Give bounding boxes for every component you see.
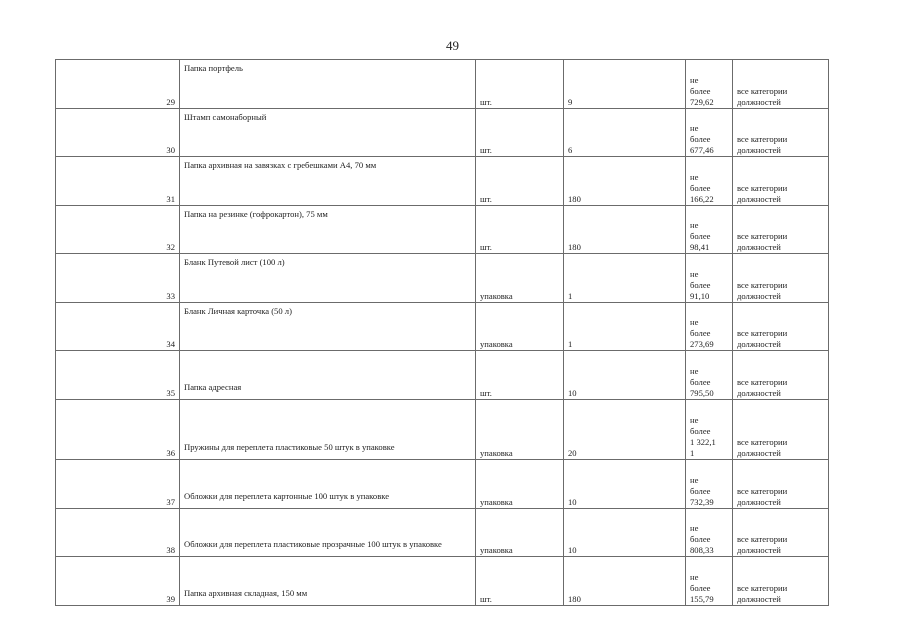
price-line: не	[690, 123, 699, 133]
row-number: 35	[56, 351, 180, 400]
item-price	[686, 109, 733, 157]
item-category: все категории должностей	[733, 509, 829, 557]
price-line: 91,10	[690, 291, 710, 301]
row-number: 30	[56, 109, 180, 157]
item-price	[686, 303, 733, 351]
price-line: не	[690, 523, 699, 533]
price-line: 808,33	[690, 545, 714, 555]
price-line: более	[690, 86, 711, 96]
price-line: более	[690, 231, 711, 241]
table-row	[56, 157, 829, 206]
table-row	[56, 460, 829, 509]
item-unit: упаковка	[476, 303, 564, 351]
price-line: 155,79	[690, 594, 714, 604]
price-line: более	[690, 280, 711, 290]
item-category: все категории должностей	[733, 557, 829, 606]
item-category: все категории должностей	[733, 400, 829, 460]
price-line: не	[690, 75, 699, 85]
table-body	[56, 60, 829, 606]
item-category: все категории должностей	[733, 206, 829, 254]
item-price	[686, 351, 733, 400]
price-line: не	[690, 415, 699, 425]
item-quantity: 6	[564, 109, 686, 157]
table-row	[56, 351, 829, 400]
item-unit: шт.	[476, 351, 564, 400]
price-line: не	[690, 172, 699, 182]
price-line: более	[690, 183, 711, 193]
item-price	[686, 157, 733, 206]
item-unit: шт.	[476, 157, 564, 206]
price-line: 729,62	[690, 97, 714, 107]
row-number: 39	[56, 557, 180, 606]
price-line: более	[690, 486, 711, 496]
item-quantity: 9	[564, 60, 686, 109]
item-quantity: 1	[564, 303, 686, 351]
price-line: более	[690, 134, 711, 144]
table-row	[56, 557, 829, 606]
price-line: не	[690, 317, 699, 327]
item-name: Штамп самонаборный	[180, 109, 476, 157]
item-quantity: 180	[564, 557, 686, 606]
price-line: 732,39	[690, 497, 714, 507]
table-row	[56, 509, 829, 557]
item-quantity: 1	[564, 254, 686, 303]
price-line: более	[690, 583, 711, 593]
price-line: 1	[690, 448, 695, 458]
item-name: Бланк Путевой лист (100 л)	[180, 254, 476, 303]
item-unit: упаковка	[476, 509, 564, 557]
item-category: все категории должностей	[733, 303, 829, 351]
row-number: 32	[56, 206, 180, 254]
item-price	[686, 509, 733, 557]
item-price	[686, 460, 733, 509]
item-category: все категории должностей	[733, 157, 829, 206]
price-line: не	[690, 220, 699, 230]
item-price	[686, 60, 733, 109]
item-category: все категории должностей	[733, 351, 829, 400]
item-category: все категории должностей	[733, 254, 829, 303]
table-row	[56, 254, 829, 303]
price-line: не	[690, 366, 699, 376]
item-name: Обложки для переплета картонные 100 штук в упаковке	[180, 460, 476, 509]
price-line: более	[690, 534, 711, 544]
row-number: 34	[56, 303, 180, 351]
item-name: Обложки для переплета пластиковые прозрачные 100 штук в упаковке	[180, 509, 476, 557]
table-row	[56, 400, 829, 460]
row-number: 36	[56, 400, 180, 460]
price-line: 98,41	[690, 242, 710, 252]
item-unit: упаковка	[476, 254, 564, 303]
price-line: 166,22	[690, 194, 714, 204]
table-row	[56, 60, 829, 109]
item-quantity: 10	[564, 460, 686, 509]
item-name: Папка адресная	[180, 351, 476, 400]
row-number: 38	[56, 509, 180, 557]
item-name: Пружины для переплета пластиковые 50 штук в упаковке	[180, 400, 476, 460]
items-table	[55, 59, 829, 606]
price-line: не	[690, 269, 699, 279]
page-number: 49	[446, 38, 459, 53]
item-unit: упаковка	[476, 400, 564, 460]
table-row	[56, 303, 829, 351]
item-unit: шт.	[476, 557, 564, 606]
row-number: 31	[56, 157, 180, 206]
table-row	[56, 206, 829, 254]
price-line: 273,69	[690, 339, 714, 349]
item-quantity: 20	[564, 400, 686, 460]
price-line: более	[690, 328, 711, 338]
item-name: Папка на резинке (гофрокартон), 75 мм	[180, 206, 476, 254]
row-number: 37	[56, 460, 180, 509]
item-name: Папка архивная складная, 150 мм	[180, 557, 476, 606]
item-price	[686, 206, 733, 254]
item-name: Папка архивная на завязках с гребешками А4, 70 мм	[180, 157, 476, 206]
item-category: все категории должностей	[733, 60, 829, 109]
item-unit: шт.	[476, 60, 564, 109]
price-line: не	[690, 475, 699, 485]
table-row	[56, 109, 829, 157]
price-line: более	[690, 377, 711, 387]
item-price	[686, 254, 733, 303]
item-quantity: 180	[564, 157, 686, 206]
item-unit: шт.	[476, 109, 564, 157]
item-unit: упаковка	[476, 460, 564, 509]
price-line: не	[690, 572, 699, 582]
price-line: 1 322,1	[690, 437, 716, 447]
item-quantity: 180	[564, 206, 686, 254]
item-category: все категории должностей	[733, 460, 829, 509]
item-quantity: 10	[564, 509, 686, 557]
item-name: Папка портфель	[180, 60, 476, 109]
item-quantity: 10	[564, 351, 686, 400]
row-number: 29	[56, 60, 180, 109]
price-line: 795,50	[690, 388, 714, 398]
price-line: 677,46	[690, 145, 714, 155]
price-line: более	[690, 426, 711, 436]
row-number: 33	[56, 254, 180, 303]
item-name: Бланк Личная карточка (50 л)	[180, 303, 476, 351]
item-unit: шт.	[476, 206, 564, 254]
item-price	[686, 400, 733, 460]
item-price	[686, 557, 733, 606]
item-category: все категории должностей	[733, 109, 829, 157]
